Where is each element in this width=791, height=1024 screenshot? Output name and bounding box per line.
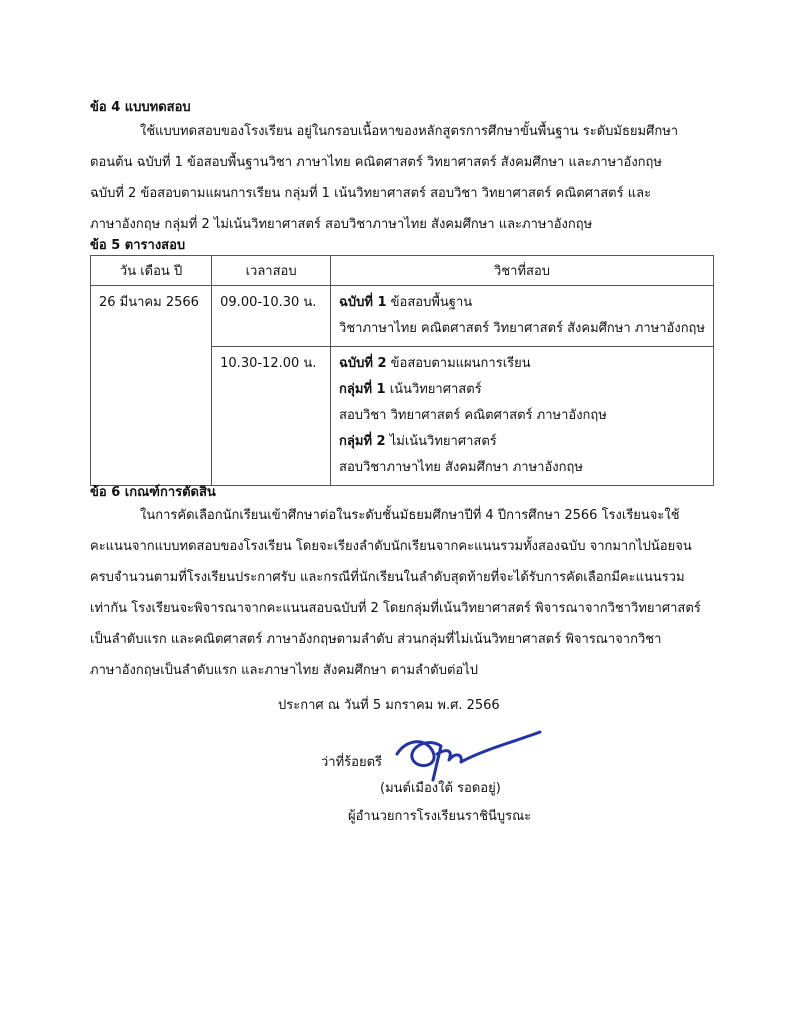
exam-subjects-cell — [331, 286, 714, 347]
section-4-line: ตอนต้น ฉบับที่ 1 ข้อสอบพื้นฐานวิชา ภาษาไทย คณิตศาสตร์ วิทยาศาสตร์ สังคมศึกษา และภาษาอังกฤษ — [90, 155, 662, 170]
table-header-row — [91, 256, 714, 286]
header-date: วัน เดือน ปี — [91, 256, 212, 286]
signer-rank: ว่าที่ร้อยตรี — [321, 755, 383, 770]
exam-time: 09.00-10.30 น. — [220, 295, 317, 310]
group-2-title — [339, 429, 705, 455]
section-4-line: ฉบับที่ 2 ข้อสอบตามแผนการเรียน กลุ่มที่ 1 เน้นวิทยาศาสตร์ สอบวิชา วิทยาศาสตร์ คณิตศาสตร์ และ — [90, 186, 652, 201]
section-6-line: ในการคัดเลือกนักเรียนเข้าศึกษาต่อในระดับชั้นมัธยมศึกษาปีที่ 4 ปีการศึกษา 2566 โรงเรียนจะใช้ — [140, 508, 680, 523]
exam-schedule-table — [90, 255, 714, 486]
paper-1-name: ข้อสอบพื้นฐาน — [386, 295, 473, 310]
table-row — [91, 286, 714, 347]
exam-subjects-cell — [331, 347, 714, 486]
paper-1-title — [339, 290, 705, 316]
section-6-line: เป็นลำดับแรก และคณิตศาสตร์ ภาษาอังกฤษตามลำดับ ส่วนกลุ่มที่ไม่เน้นวิทยาศาสตร์ พิจารณาจากวิชา — [90, 632, 662, 647]
header-time: เวลาสอบ — [212, 256, 331, 286]
paper-2-title — [339, 351, 705, 377]
exam-date-cell — [91, 286, 212, 486]
group-2-name: ไม่เน้นวิทยาศาสตร์ — [385, 434, 497, 449]
announcement-date: ประกาศ ณ วันที่ 5 มกราคม พ.ศ. 2566 — [278, 698, 500, 713]
section-4-heading: ข้อ 4 แบบทดสอบ — [90, 100, 191, 115]
section-6-heading: ข้อ 6 เกณฑ์การตัดสิน — [90, 485, 216, 500]
group-1-label: กลุ่มที่ 1 — [339, 382, 386, 397]
group-2-subjects: สอบวิชาภาษาไทย สังคมศึกษา ภาษาอังกฤษ — [339, 460, 583, 475]
paper-2-label: ฉบับที่ 2 — [339, 356, 387, 371]
paper-2-name: ข้อสอบตามแผนการเรียน — [386, 356, 531, 371]
signer-position: ผู้อำนวยการโรงเรียนราชินีบูรณะ — [348, 809, 532, 824]
exam-time: 10.30-12.00 น. — [220, 356, 317, 371]
section-4-body — [90, 116, 710, 240]
group-1-title — [339, 377, 705, 403]
group-1-subjects: สอบวิชา วิทยาศาสตร์ คณิตศาสตร์ ภาษาอังกฤษ — [339, 408, 607, 423]
exam-time-cell — [212, 286, 331, 347]
signature-image — [393, 724, 543, 784]
section-6-line: ครบจำนวนตามที่โรงเรียนประกาศรับ และกรณีที่นักเรียนในลำดับสุดท้ายที่จะได้รับการคัดเลือกมีคะแนนรวม — [90, 570, 685, 585]
section-6-line: คะแนนจากแบบทดสอบของโรงเรียน โดยจะเรียงลำดับนักเรียนจากคะแนนรวมทั้งสองฉบับ จากมากไปน้อยจน — [90, 539, 692, 554]
paper-1-label: ฉบับที่ 1 — [339, 295, 387, 310]
group-1-name: เน้นวิทยาศาสตร์ — [385, 382, 482, 397]
section-6-line: เท่ากัน โรงเรียนจะพิจารณาจากคะแนนสอบฉบับที่ 2 โดยกลุ่มที่เน้นวิทยาศาสตร์ พิจารณาจากวิชาวิทยาศาสตร์ — [90, 601, 701, 616]
header-subjects: วิชาที่สอบ — [331, 256, 714, 286]
paper-1-subjects: วิชาภาษาไทย คณิตศาสตร์ วิทยาศาสตร์ สังคมศึกษา ภาษาอังกฤษ — [339, 321, 705, 336]
section-6-body — [90, 500, 710, 686]
section-4-line: ภาษาอังกฤษ กลุ่มที่ 2 ไม่เน้นวิทยาศาสตร์ สอบวิชาภาษาไทย สังคมศึกษา และภาษาอังกฤษ — [90, 217, 593, 232]
exam-date: 26 มีนาคม 2566 — [99, 295, 199, 310]
exam-time-cell — [212, 347, 331, 486]
section-4-line: ใช้แบบทดสอบของโรงเรียน อยู่ในกรอบเนื้อหาของหลักสูตรการศึกษาขั้นพื้นฐาน ระดับมัธยมศึกษา — [140, 124, 679, 139]
group-2-label: กลุ่มที่ 2 — [339, 434, 386, 449]
section-5-heading: ข้อ 5 ตารางสอบ — [90, 238, 186, 253]
section-6-line: ภาษาอังกฤษเป็นลำดับแรก และภาษาไทย สังคมศึกษา ตามลำดับต่อไป — [90, 663, 479, 678]
signer-name: (มนต์เมืองใต้ รอดอยู่) — [380, 781, 501, 796]
